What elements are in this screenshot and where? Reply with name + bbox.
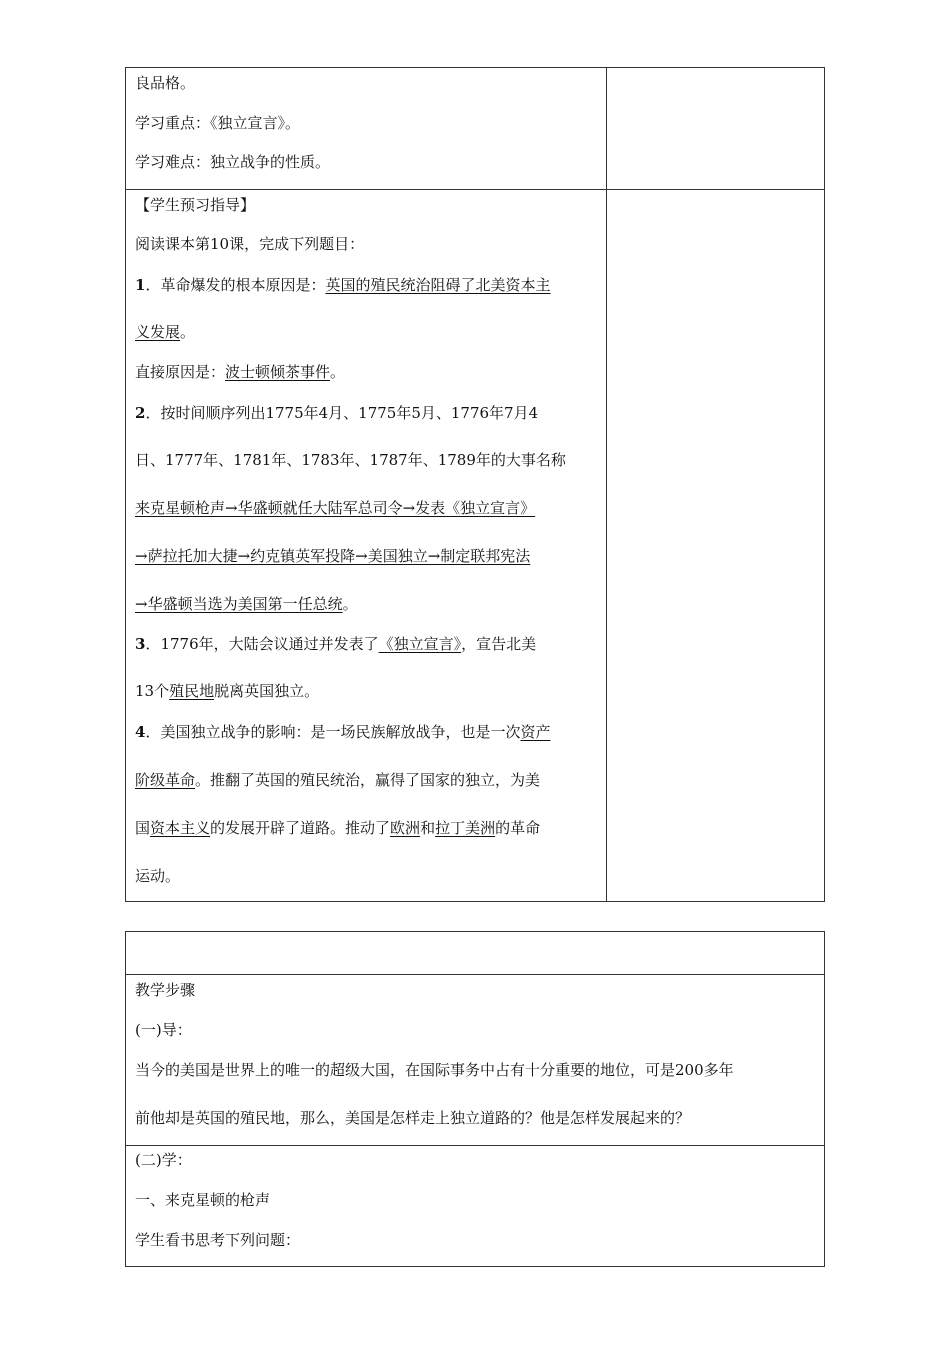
answer-blank: 来克星顿枪声→华盛顿就任大陆军总司令→发表《独立宣言》 (135, 499, 536, 517)
objectives-row (126, 68, 824, 190)
answer-2-line-1 (135, 498, 535, 518)
question-4-line-3: 国资本主义的发展开辟了道路。推动了欧洲和拉丁美洲的革命 (135, 819, 541, 837)
question-1-cont: 义发展。 (135, 323, 196, 341)
answer-blank: 拉丁美洲 (435, 819, 496, 837)
guide-label: (一)导： (135, 1021, 192, 1039)
question-1: 1．革命爆发的根本原因是：英国的殖民统治阻碍了北美资本主 (135, 276, 551, 294)
question-4-line-4: 运动。 (135, 867, 181, 885)
learn-label: (二)学： (135, 1151, 192, 1169)
answer-blank: 资本主义 (150, 819, 211, 837)
question-2-cont: 日、1777年、1781年、1783年、1787年、1789年的大事名称 (135, 451, 566, 469)
lesson-plan-table-top (125, 67, 825, 902)
difficulty-text: 学习难点：独立战争的性质。 (135, 153, 331, 171)
answer-blank: →萨拉托加大捷→约克镇英军投降→美国独立→制定联邦宪法 (135, 547, 531, 565)
question-4-line-2: 阶级革命。推翻了英国的殖民统治，赢得了国家的独立，为美 (135, 771, 541, 789)
answer-blank: →华盛顿当选为美国第一任总统 (135, 595, 343, 613)
question-3: 3．1776年，大陆会议通过并发表了《独立宣言》，宣告北美 (135, 635, 537, 653)
guide-paragraph-line-1: 当今的美国是世界上的唯一的超级大国，在国际事务中占有十分重要的地位，可是200多年 (135, 1061, 734, 1079)
question-4: 4．美国独立战争的影响：是一场民族解放战争，也是一次资产 (135, 723, 551, 741)
preview-guide-row (126, 190, 824, 901)
key-point-text: 学习重点：《独立宣言》。 (135, 114, 301, 132)
answer-blank: 波士顿倾茶事件 (225, 363, 331, 381)
empty-header-row (126, 932, 824, 975)
question-3-cont: 13个殖民地脱离英国独立。 (135, 682, 320, 700)
steps-title: 教学步骤 (135, 981, 196, 999)
student-task-text: 学生看书思考下列问题： (135, 1231, 301, 1249)
learn-row (126, 1146, 824, 1266)
answer-2-line-2 (135, 546, 530, 566)
question-2: 2．按时间顺序列出1775年4月、1775年5月、1776年7月4 (135, 404, 539, 422)
objectives-cell (126, 68, 607, 189)
guide-row (126, 975, 824, 1146)
preview-guide-cell (126, 190, 607, 901)
answer-blank: 义发展 (135, 323, 181, 341)
lesson-plan-table-bottom (125, 931, 825, 1267)
preview-heading: 【学生预习指导】 (135, 196, 256, 214)
guide-paragraph-line-2: 前他却是英国的殖民地，那么，美国是怎样走上独立道路的？他是怎样发展起来的？ (135, 1109, 691, 1127)
answer-2-line-3: →华盛顿当选为美国第一任总统。 (135, 595, 358, 613)
question-1b: 直接原因是：波士顿倾茶事件。 (135, 363, 346, 381)
preview-intro: 阅读课本第10课，完成下列题目： (135, 235, 365, 253)
answer-blank: 资产 (520, 723, 551, 741)
section-one-title: 一、来克星顿的枪声 (135, 1191, 271, 1209)
answer-blank: 阶级革命 (135, 771, 196, 789)
answer-blank: 殖民地 (169, 682, 215, 700)
answer-blank: 《独立宣言》 (378, 635, 462, 653)
answer-blank: 英国的殖民统治阻碍了北美资本主 (325, 276, 551, 294)
objective-end-text: 良品格。 (135, 74, 196, 92)
answer-blank: 欧洲 (390, 819, 421, 837)
